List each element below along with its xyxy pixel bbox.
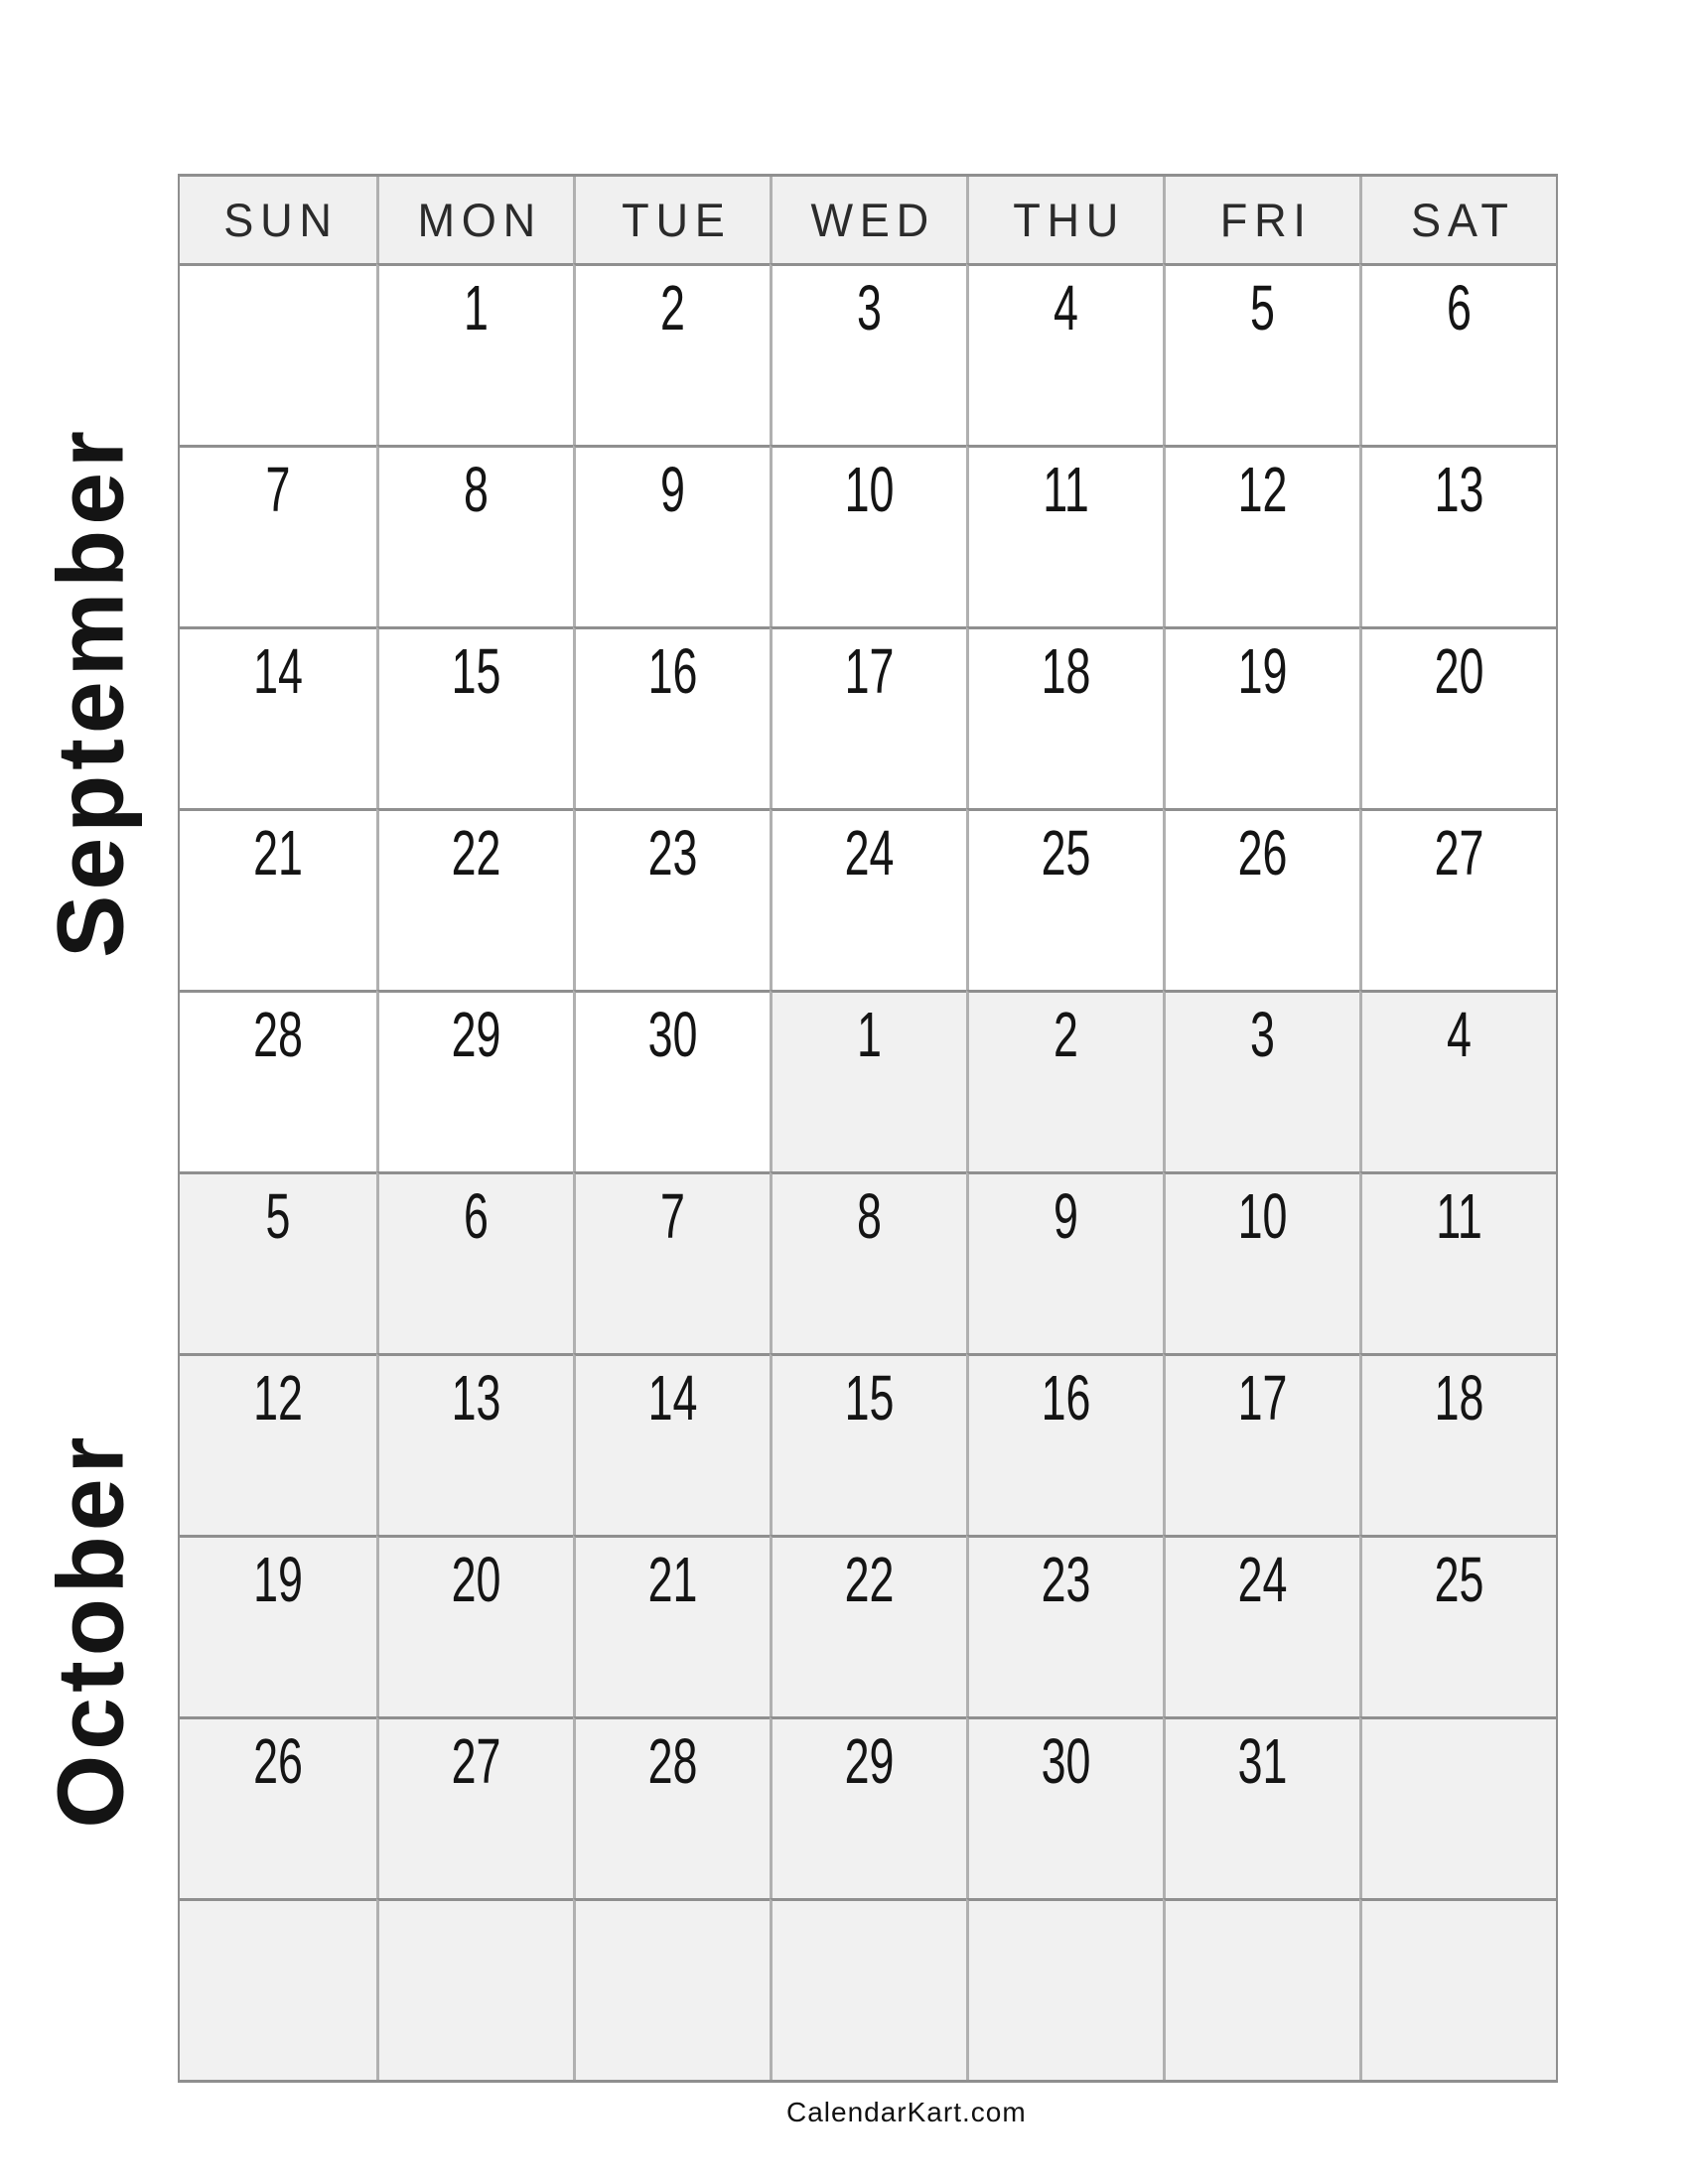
day-cell-october-18 — [1359, 1353, 1556, 1535]
day-number: 13 — [451, 1362, 501, 1433]
day-cell-october-10 — [1163, 1171, 1359, 1353]
day-number: 23 — [1041, 1544, 1091, 1615]
day-cell-september-3 — [770, 263, 966, 445]
day-cell-september-22 — [376, 808, 573, 990]
empty-cell — [770, 1898, 966, 2080]
day-cell-october-6 — [376, 1171, 573, 1353]
weekday-header-sun — [180, 177, 376, 263]
day-number: 1 — [857, 999, 882, 1070]
day-number: 5 — [1250, 272, 1275, 343]
day-number: 26 — [253, 1725, 303, 1797]
weekday-header-wed — [770, 177, 966, 263]
day-number: 19 — [1237, 635, 1288, 707]
day-cell-september-23 — [573, 808, 770, 990]
day-number: 16 — [647, 635, 698, 707]
day-number: 2 — [1054, 999, 1078, 1070]
day-cell-september-6 — [1359, 263, 1556, 445]
day-cell-september-24 — [770, 808, 966, 990]
day-number: 10 — [844, 454, 895, 525]
calendar-grid — [178, 174, 1558, 2083]
day-cell-october-19 — [180, 1535, 376, 1716]
weekday-header-mon — [376, 177, 573, 263]
day-number: 22 — [451, 817, 501, 888]
day-number: 20 — [451, 1544, 501, 1615]
day-number: 18 — [1434, 1362, 1484, 1433]
day-number: 11 — [1436, 1180, 1482, 1252]
day-cell-october-12 — [180, 1353, 376, 1535]
day-number: 6 — [1447, 272, 1472, 343]
day-number: 24 — [1237, 1544, 1288, 1615]
day-number: 8 — [464, 454, 489, 525]
day-cell-september-29 — [376, 990, 573, 1171]
weekday-header-fri — [1163, 177, 1359, 263]
day-number: 2 — [660, 272, 685, 343]
day-number: 21 — [647, 1544, 698, 1615]
day-cell-september-18 — [966, 626, 1163, 808]
day-cell-october-31 — [1163, 1716, 1359, 1898]
day-number: 31 — [1237, 1725, 1288, 1797]
day-number: 12 — [1237, 454, 1288, 525]
day-cell-october-15 — [770, 1353, 966, 1535]
day-number: 14 — [253, 635, 303, 707]
empty-cell — [573, 1898, 770, 2080]
day-cell-september-19 — [1163, 626, 1359, 808]
weekday-label: THU — [1013, 194, 1126, 246]
day-cell-september-10 — [770, 445, 966, 626]
day-cell-september-9 — [573, 445, 770, 626]
day-cell-september-12 — [1163, 445, 1359, 626]
day-cell-september-21 — [180, 808, 376, 990]
day-cell-october-8 — [770, 1171, 966, 1353]
day-cell-october-26 — [180, 1716, 376, 1898]
weekday-header-tue — [573, 177, 770, 263]
day-number: 30 — [647, 999, 698, 1070]
month-label-october: October — [38, 1432, 144, 1829]
day-cell-september-2 — [573, 263, 770, 445]
day-cell-october-2 — [966, 990, 1163, 1171]
day-number: 26 — [1237, 817, 1288, 888]
day-cell-october-30 — [966, 1716, 1163, 1898]
day-number: 28 — [253, 999, 303, 1070]
day-cell-october-16 — [966, 1353, 1163, 1535]
day-cell-october-1 — [770, 990, 966, 1171]
day-cell-october-24 — [1163, 1535, 1359, 1716]
day-cell-october-7 — [573, 1171, 770, 1353]
day-number: 22 — [844, 1544, 895, 1615]
weekday-label: MON — [417, 194, 542, 246]
day-cell-october-21 — [573, 1535, 770, 1716]
day-number: 29 — [451, 999, 501, 1070]
day-cell-october-17 — [1163, 1353, 1359, 1535]
day-cell-october-28 — [573, 1716, 770, 1898]
day-cell-october-4 — [1359, 990, 1556, 1171]
day-cell-october-22 — [770, 1535, 966, 1716]
day-number: 11 — [1043, 454, 1089, 525]
day-number: 9 — [1054, 1180, 1078, 1252]
day-cell-september-15 — [376, 626, 573, 808]
weekday-label: WED — [810, 194, 935, 246]
day-number: 15 — [451, 635, 501, 707]
day-cell-september-16 — [573, 626, 770, 808]
day-number: 17 — [844, 635, 895, 707]
empty-cell — [1359, 1716, 1556, 1898]
empty-cell — [180, 1898, 376, 2080]
day-cell-october-3 — [1163, 990, 1359, 1171]
day-cell-october-14 — [573, 1353, 770, 1535]
weekday-header-thu — [966, 177, 1163, 263]
day-cell-september-4 — [966, 263, 1163, 445]
day-cell-september-20 — [1359, 626, 1556, 808]
day-number: 28 — [647, 1725, 698, 1797]
day-cell-october-11 — [1359, 1171, 1556, 1353]
day-cell-october-29 — [770, 1716, 966, 1898]
day-number: 18 — [1041, 635, 1091, 707]
day-number: 30 — [1041, 1725, 1091, 1797]
day-number: 17 — [1237, 1362, 1288, 1433]
day-cell-october-23 — [966, 1535, 1163, 1716]
day-cell-september-26 — [1163, 808, 1359, 990]
weekday-label: TUE — [621, 194, 732, 246]
day-cell-september-13 — [1359, 445, 1556, 626]
day-number: 5 — [265, 1180, 291, 1252]
day-cell-september-30 — [573, 990, 770, 1171]
day-number: 27 — [451, 1725, 501, 1797]
day-number: 13 — [1434, 454, 1484, 525]
day-cell-september-17 — [770, 626, 966, 808]
day-number: 3 — [857, 272, 882, 343]
day-cell-september-28 — [180, 990, 376, 1171]
day-cell-october-13 — [376, 1353, 573, 1535]
day-number: 9 — [660, 454, 685, 525]
day-number: 21 — [253, 817, 303, 888]
day-cell-september-1 — [376, 263, 573, 445]
day-number: 29 — [844, 1725, 895, 1797]
day-number: 14 — [647, 1362, 698, 1433]
day-cell-september-8 — [376, 445, 573, 626]
day-number: 8 — [857, 1180, 882, 1252]
day-number: 15 — [844, 1362, 895, 1433]
day-number: 24 — [844, 817, 895, 888]
day-number: 16 — [1041, 1362, 1091, 1433]
day-number: 7 — [265, 454, 291, 525]
empty-cell — [376, 1898, 573, 2080]
empty-cell — [966, 1898, 1163, 2080]
weekday-label: SUN — [223, 194, 340, 246]
day-number: 4 — [1054, 272, 1078, 343]
day-number: 25 — [1041, 817, 1091, 888]
day-cell-september-14 — [180, 626, 376, 808]
day-number: 23 — [647, 817, 698, 888]
day-number: 7 — [660, 1180, 685, 1252]
day-cell-october-9 — [966, 1171, 1163, 1353]
day-number: 25 — [1434, 1544, 1484, 1615]
day-cell-september-7 — [180, 445, 376, 626]
weekday-header-sat — [1359, 177, 1556, 263]
day-number: 12 — [253, 1362, 303, 1433]
day-cell-september-11 — [966, 445, 1163, 626]
day-cell-september-25 — [966, 808, 1163, 990]
month-label-september: September — [38, 425, 144, 959]
day-cell-october-25 — [1359, 1535, 1556, 1716]
day-cell-october-20 — [376, 1535, 573, 1716]
day-number: 3 — [1250, 999, 1275, 1070]
day-number: 19 — [253, 1544, 303, 1615]
empty-cell — [1163, 1898, 1359, 2080]
day-number: 4 — [1447, 999, 1472, 1070]
day-number: 20 — [1434, 635, 1484, 707]
empty-cell — [180, 263, 376, 445]
day-number: 10 — [1237, 1180, 1288, 1252]
weekday-label: SAT — [1410, 194, 1515, 246]
empty-cell — [1359, 1898, 1556, 2080]
day-number: 27 — [1434, 817, 1484, 888]
weekday-label: FRI — [1219, 194, 1313, 246]
day-number: 1 — [464, 272, 489, 343]
day-number: 6 — [464, 1180, 489, 1252]
footer-credit[interactable]: CalendarKart.com — [786, 2097, 1027, 2127]
day-cell-september-5 — [1163, 263, 1359, 445]
day-cell-october-5 — [180, 1171, 376, 1353]
day-cell-september-27 — [1359, 808, 1556, 990]
day-cell-october-27 — [376, 1716, 573, 1898]
